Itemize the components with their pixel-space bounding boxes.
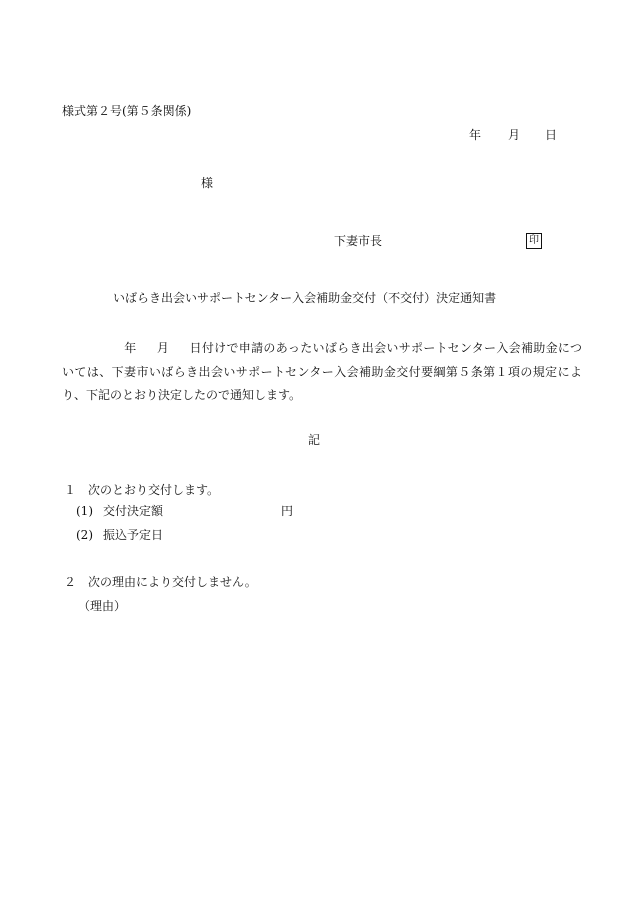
item2-label: 振込予定日 [103,528,164,542]
item2-number: (2) [76,528,93,542]
ki-heading: 記 [308,433,321,447]
reason-label: （理由） [78,599,127,613]
body-paragraph [62,337,582,408]
form-label: 様式第２号(第５条関係) [62,104,192,118]
date-year: 年 [469,128,482,142]
item1-number: (1) [76,504,93,518]
document-title: いばらき出会いサポートセンター入会補助金交付（不交付）決定通知書 [113,291,497,305]
body-year: 年 [124,341,137,355]
issuer-name: 下妻市長 [334,234,383,248]
date-day: 日 [545,128,558,142]
section2-heading: ２ 次の理由により交付しません。 [64,575,257,589]
section1-heading: １ 次のとおり交付します。 [64,483,220,497]
item1-label: 交付決定額 [103,504,164,518]
addressee-suffix: 様 [201,176,214,190]
body-text: 日付けで申請のあったいばらき出会いサポートセンター入会補助金については、下妻市いばらき出会いサポートセンター入会補助金交付要綱第５条第１項の規定により、下記のとおり決定したので通知します。 [62,341,582,402]
date-month: 月 [508,128,521,142]
item1-unit: 円 [281,504,294,518]
body-month: 月 [156,341,170,355]
seal-icon: 印 [526,233,542,249]
